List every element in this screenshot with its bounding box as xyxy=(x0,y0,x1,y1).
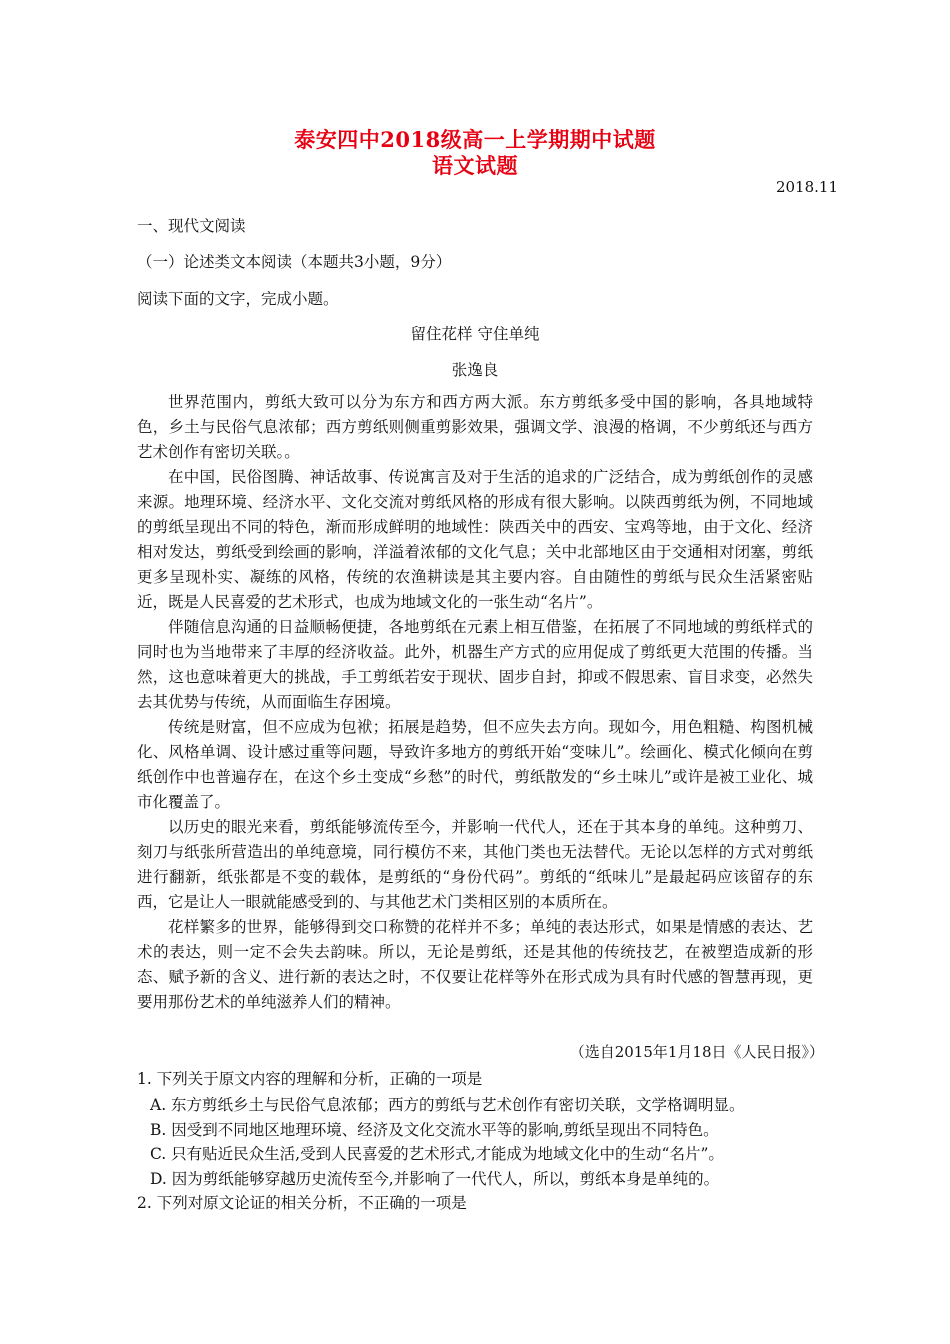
article-paragraph: 花样繁多的世界，能够得到交口称赞的花样并不多；单纯的表达形式，如果是情感的表达、艺术的表达，则一定不会失去韵味。所以，无论是剪纸，还是其他的传统技艺，在被塑造成新的形态、赋予新的含义、进行新的表达之时，不仅要让花样等外在形式成为具有时代感的智慧再现，更要用那份艺术的单纯滋养人们的精神。 xyxy=(137,918,813,1011)
article-paragraph: 伴随信息沟通的日益顺畅便捷，各地剪纸在元素上相互借鉴，在拓展了不同地域的剪纸样式的同时也为当地带来了丰厚的经济收益。此外，机器生产方式的应用促成了剪纸更大范围的传播。当然，这也意味着更大的挑战，手工剪纸若安于现状、固步自封，抑或不假思索、盲目求变，必然失去其优势与传统，从而面临生存困境。 xyxy=(137,618,813,711)
article-author: 张逸良 xyxy=(451,361,499,379)
article-body xyxy=(137,390,813,1015)
exam-date: 2018.11 xyxy=(775,178,838,196)
question-1-option-c: C. 只有贴近民众生活,受到人民喜爱的艺术形式,才能成为地域文化中的生动“名片”。 xyxy=(150,1145,724,1163)
question-1-option-d: D. 因为剪纸能够穿越历史流传至今,并影响了一代代人，所以，剪纸本身是单纯的。 xyxy=(150,1170,720,1188)
article-paragraph: 传统是财富，但不应成为包袱；拓展是趋势，但不应失去方向。现如今，用色粗糙、构图机械化、风格单调、设计感过重等问题，导致许多地方的剪纸开始“变味儿”。绘画化、模式化倾向在剪纸创作中也普遍存在，在这个乡土变成“乡愁”的时代，剪纸散发的“乡土味儿”或许是被工业化、城市化覆盖了。 xyxy=(137,718,813,811)
sub-section-heading: （一）论述类文本阅读（本题共3小题，9分） xyxy=(137,253,452,271)
question-1-option-a: A. 东方剪纸乡土与民俗气息浓郁；西方的剪纸与艺术创作有密切关联，文学格调明显。 xyxy=(150,1096,745,1114)
article-paragraph: 以历史的眼光来看，剪纸能够流传至今，并影响一代代人，还在于其本身的单纯。这种剪刀、刻刀与纸张所营造出的单纯意境，同行模仿不来，其他门类也无法替代。无论以怎样的方式对剪纸进行翻新，纸张都是不变的载体，是剪纸的“身份代码”。剪纸的“纸味儿”是最起码应该留存的东西，它是让人一眼就能感受到的、与其他艺术门类相区别的本质所在。 xyxy=(137,818,813,911)
section-heading: 一、现代文阅读 xyxy=(137,217,246,235)
question-1-option-b: B. 因受到不同地区地理环境、经济及文化交流水平等的影响,剪纸呈现出不同特色。 xyxy=(150,1121,719,1139)
article-title: 留住花样 守住单纯 xyxy=(410,325,540,343)
exam-title: 泰安四中2018级高一上学期期中试题 xyxy=(294,127,656,152)
reading-instruction: 阅读下面的文字，完成小题。 xyxy=(137,290,339,308)
article-source: （选自2015年1月18日《人民日报》） xyxy=(569,1043,824,1061)
exam-subtitle: 语文试题 xyxy=(432,153,518,178)
article-paragraph: 世界范围内，剪纸大致可以分为东方和西方两大派。东方剪纸多受中国的影响，各具地域特色，乡土与民俗气息浓郁；西方剪纸则侧重剪影效果，强调文学、浪漫的格调，不少剪纸还与西方艺术创作有密切关联。。 xyxy=(137,393,813,461)
question-2-stem: 2. 下列对原文论证的相关分析，不正确的一项是 xyxy=(137,1194,467,1212)
article-paragraph: 在中国，民俗图腾、神话故事、传说寓言及对于生活的追求的广泛结合，成为剪纸创作的灵感来源。地理环境、经济水平、文化交流对剪纸风格的形成有很大影响。以陕西剪纸为例，不同地域的剪纸呈现出不同的特色，渐而形成鲜明的地域性：陕西关中的西安、宝鸡等地，由于文化、经济相对发达，剪纸受到绘画的影响，洋溢着浓郁的文化气息；关中北部地区由于交通相对闭塞，剪纸更多呈现朴实、凝练的风格，传统的农渔耕读是其主要内容。自由随性的剪纸与民众生活紧密贴近，既是人民喜爱的艺术形式，也成为地域文化的一张生动“名片”。 xyxy=(137,468,813,611)
question-1-stem: 1. 下列关于原文内容的理解和分析，正确的一项是 xyxy=(137,1070,483,1088)
